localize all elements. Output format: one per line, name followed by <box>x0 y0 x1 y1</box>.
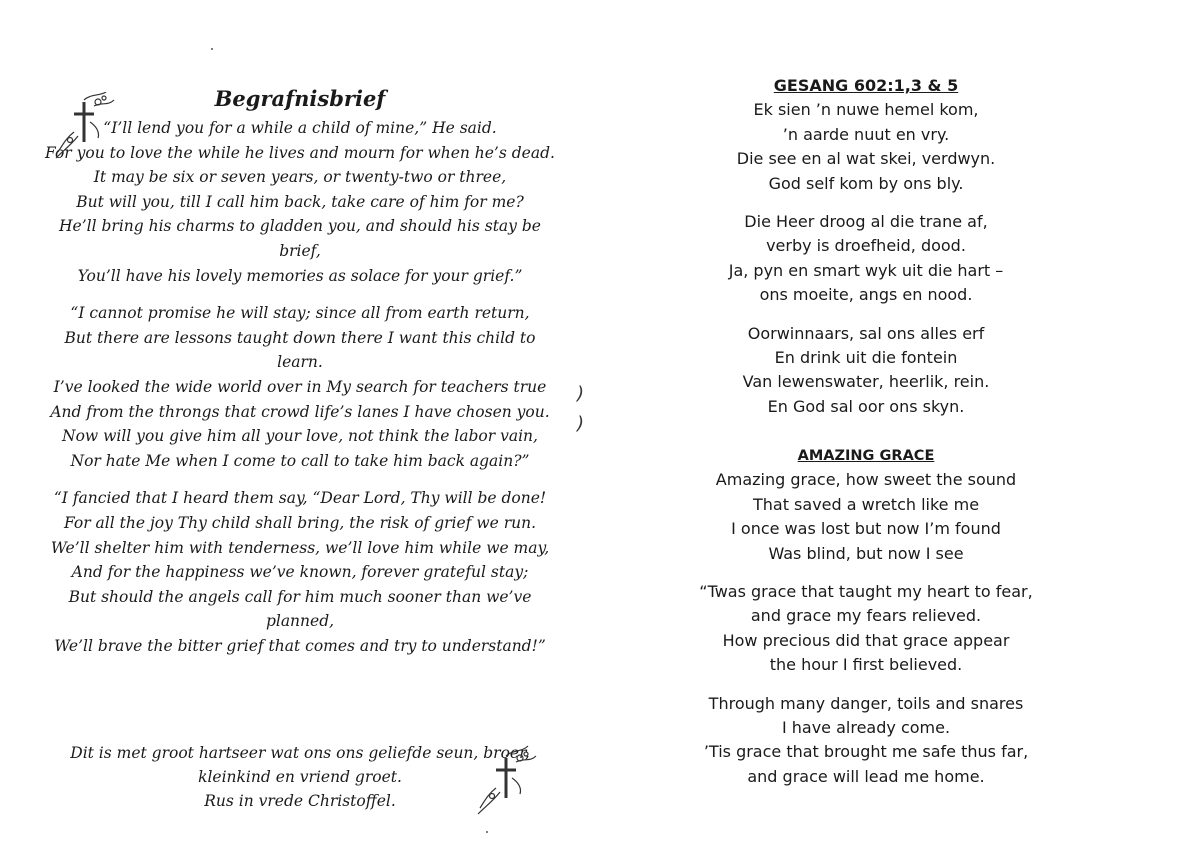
hymn-line: Ja, pyn en smart wyk uit die hart – <box>728 260 1004 280</box>
hymn-stanza <box>676 468 1056 566</box>
hymn-line: I once was lost but now I’m found <box>731 519 1001 539</box>
poem-stanza-3 <box>40 486 560 658</box>
poem-line: Now will you give him all your love, not think the labor vain, <box>62 427 538 446</box>
hymn-heading: AMAZING GRACE <box>797 448 935 464</box>
poem-stanza-2 <box>40 301 560 473</box>
hymn-line: En God sal oor ons skyn. <box>767 396 965 416</box>
hymn-line: Die see en al wat skei, verdwyn. <box>736 149 996 169</box>
poem-line: You’ll have his lovely memories as solace for your grief.” <box>77 266 523 285</box>
poem-line: And for the happiness we’ve known, forever grateful stay; <box>71 563 529 582</box>
hymn-gesang <box>676 74 1056 433</box>
scan-speck <box>211 48 213 50</box>
hymn-line: ’Tis grace that brought me safe thus far, <box>703 742 1029 762</box>
hymn-line: and grace my fears relieved. <box>750 606 982 626</box>
hymn-line: Ek sien ’n nuwe hemel kom, <box>753 100 979 120</box>
poem-line: For you to love the while he lives and mourn for when he’s dead. <box>45 143 555 162</box>
poem-line: But there are lessons taught down there I want this child to learn. <box>64 328 536 372</box>
hymn-line: Through many danger, toils and snares <box>708 693 1024 713</box>
hymn-line: verby is droefheid, dood. <box>766 236 966 256</box>
hymn-line: I have already come. <box>781 718 951 738</box>
closing-line: Rus in vrede Christoffel. <box>204 792 396 810</box>
hymn-stanza <box>676 692 1056 790</box>
poem-line: We’ll brave the bitter grief that comes and try to understand!” <box>54 636 546 655</box>
poem-line: And from the throngs that crowd life’s lanes I have chosen you. <box>50 402 550 421</box>
poem-line: “I’ll lend you for a while a child of mine,” He said. <box>103 119 497 137</box>
poem-line: “I fancied that I heard them say, “Dear Lord, Thy will be done! <box>53 489 547 508</box>
poem <box>40 116 560 671</box>
hymn-line: En drink uit die fontein <box>774 348 958 368</box>
poem-line: For all the joy Thy child shall bring, the risk of grief we run. <box>63 513 537 532</box>
poem-line: It may be six or seven years, or twenty-two or three, <box>93 168 507 187</box>
hymn-line: Was blind, but now I see <box>768 543 964 563</box>
hymn-line: Amazing grace, how sweet the sound <box>715 470 1017 490</box>
hymn-line: Oorwinnaars, sal ons alles erf <box>747 323 985 343</box>
hymn-stanza <box>676 98 1056 196</box>
hymn-line: God self kom by ons bly. <box>768 173 964 193</box>
closing-message <box>70 741 530 813</box>
page-title: Begrafnisbrief <box>214 86 386 111</box>
hymn-line: That saved a wretch like me <box>752 494 980 514</box>
poem-line: But will you, till I call him back, take care of him for me? <box>76 192 524 211</box>
hymn-line: the hour I first believed. <box>769 655 963 675</box>
poem-line: We’ll shelter him with tenderness, we’ll love him while we may, <box>50 538 550 557</box>
hymn-line: and grace will lead me home. <box>747 766 985 786</box>
poem-line: Nor hate Me when I come to call to take him back again?” <box>70 451 530 470</box>
poem-line: He’ll bring his charms to gladden you, and should his stay be brief, <box>59 217 541 260</box>
hymn-line: “Twas grace that taught my heart to fear, <box>699 582 1033 602</box>
hymn-stanza <box>676 580 1056 678</box>
scan-speck <box>486 831 488 833</box>
hymn-line: ’n aarde nuut en vry. <box>782 124 950 144</box>
hymn-stanza <box>676 322 1056 420</box>
poem-line: But should the angels call for him much sooner than we’ve planned, <box>68 587 532 631</box>
hymn-line: How precious did that grace appear <box>722 630 1010 650</box>
binding-mark: ) <box>577 383 585 404</box>
hymn-line: ons moeite, angs en nood. <box>759 285 973 305</box>
closing-line: Dit is met groot hartseer wat ons ons geliefde seun, broer, kleinkind en vriend groet. <box>70 744 530 786</box>
hymn-stanza <box>676 210 1056 308</box>
hymn-line: Van lewenswater, heerlik, rein. <box>742 372 990 392</box>
binding-mark: ) <box>577 413 585 434</box>
hymn-amazing-grace <box>676 444 1056 803</box>
poem-line: “I cannot promise he will stay; since all from earth return, <box>70 304 530 323</box>
cross-floral-icon <box>54 92 120 164</box>
hymn-line: Die Heer droog al die trane af, <box>744 212 988 232</box>
poem-line: I’ve looked the wide world over in My search for teachers true <box>53 377 547 396</box>
cross-floral-icon <box>476 744 542 816</box>
hymn-heading: GESANG 602:1,3 & 5 <box>773 76 959 95</box>
